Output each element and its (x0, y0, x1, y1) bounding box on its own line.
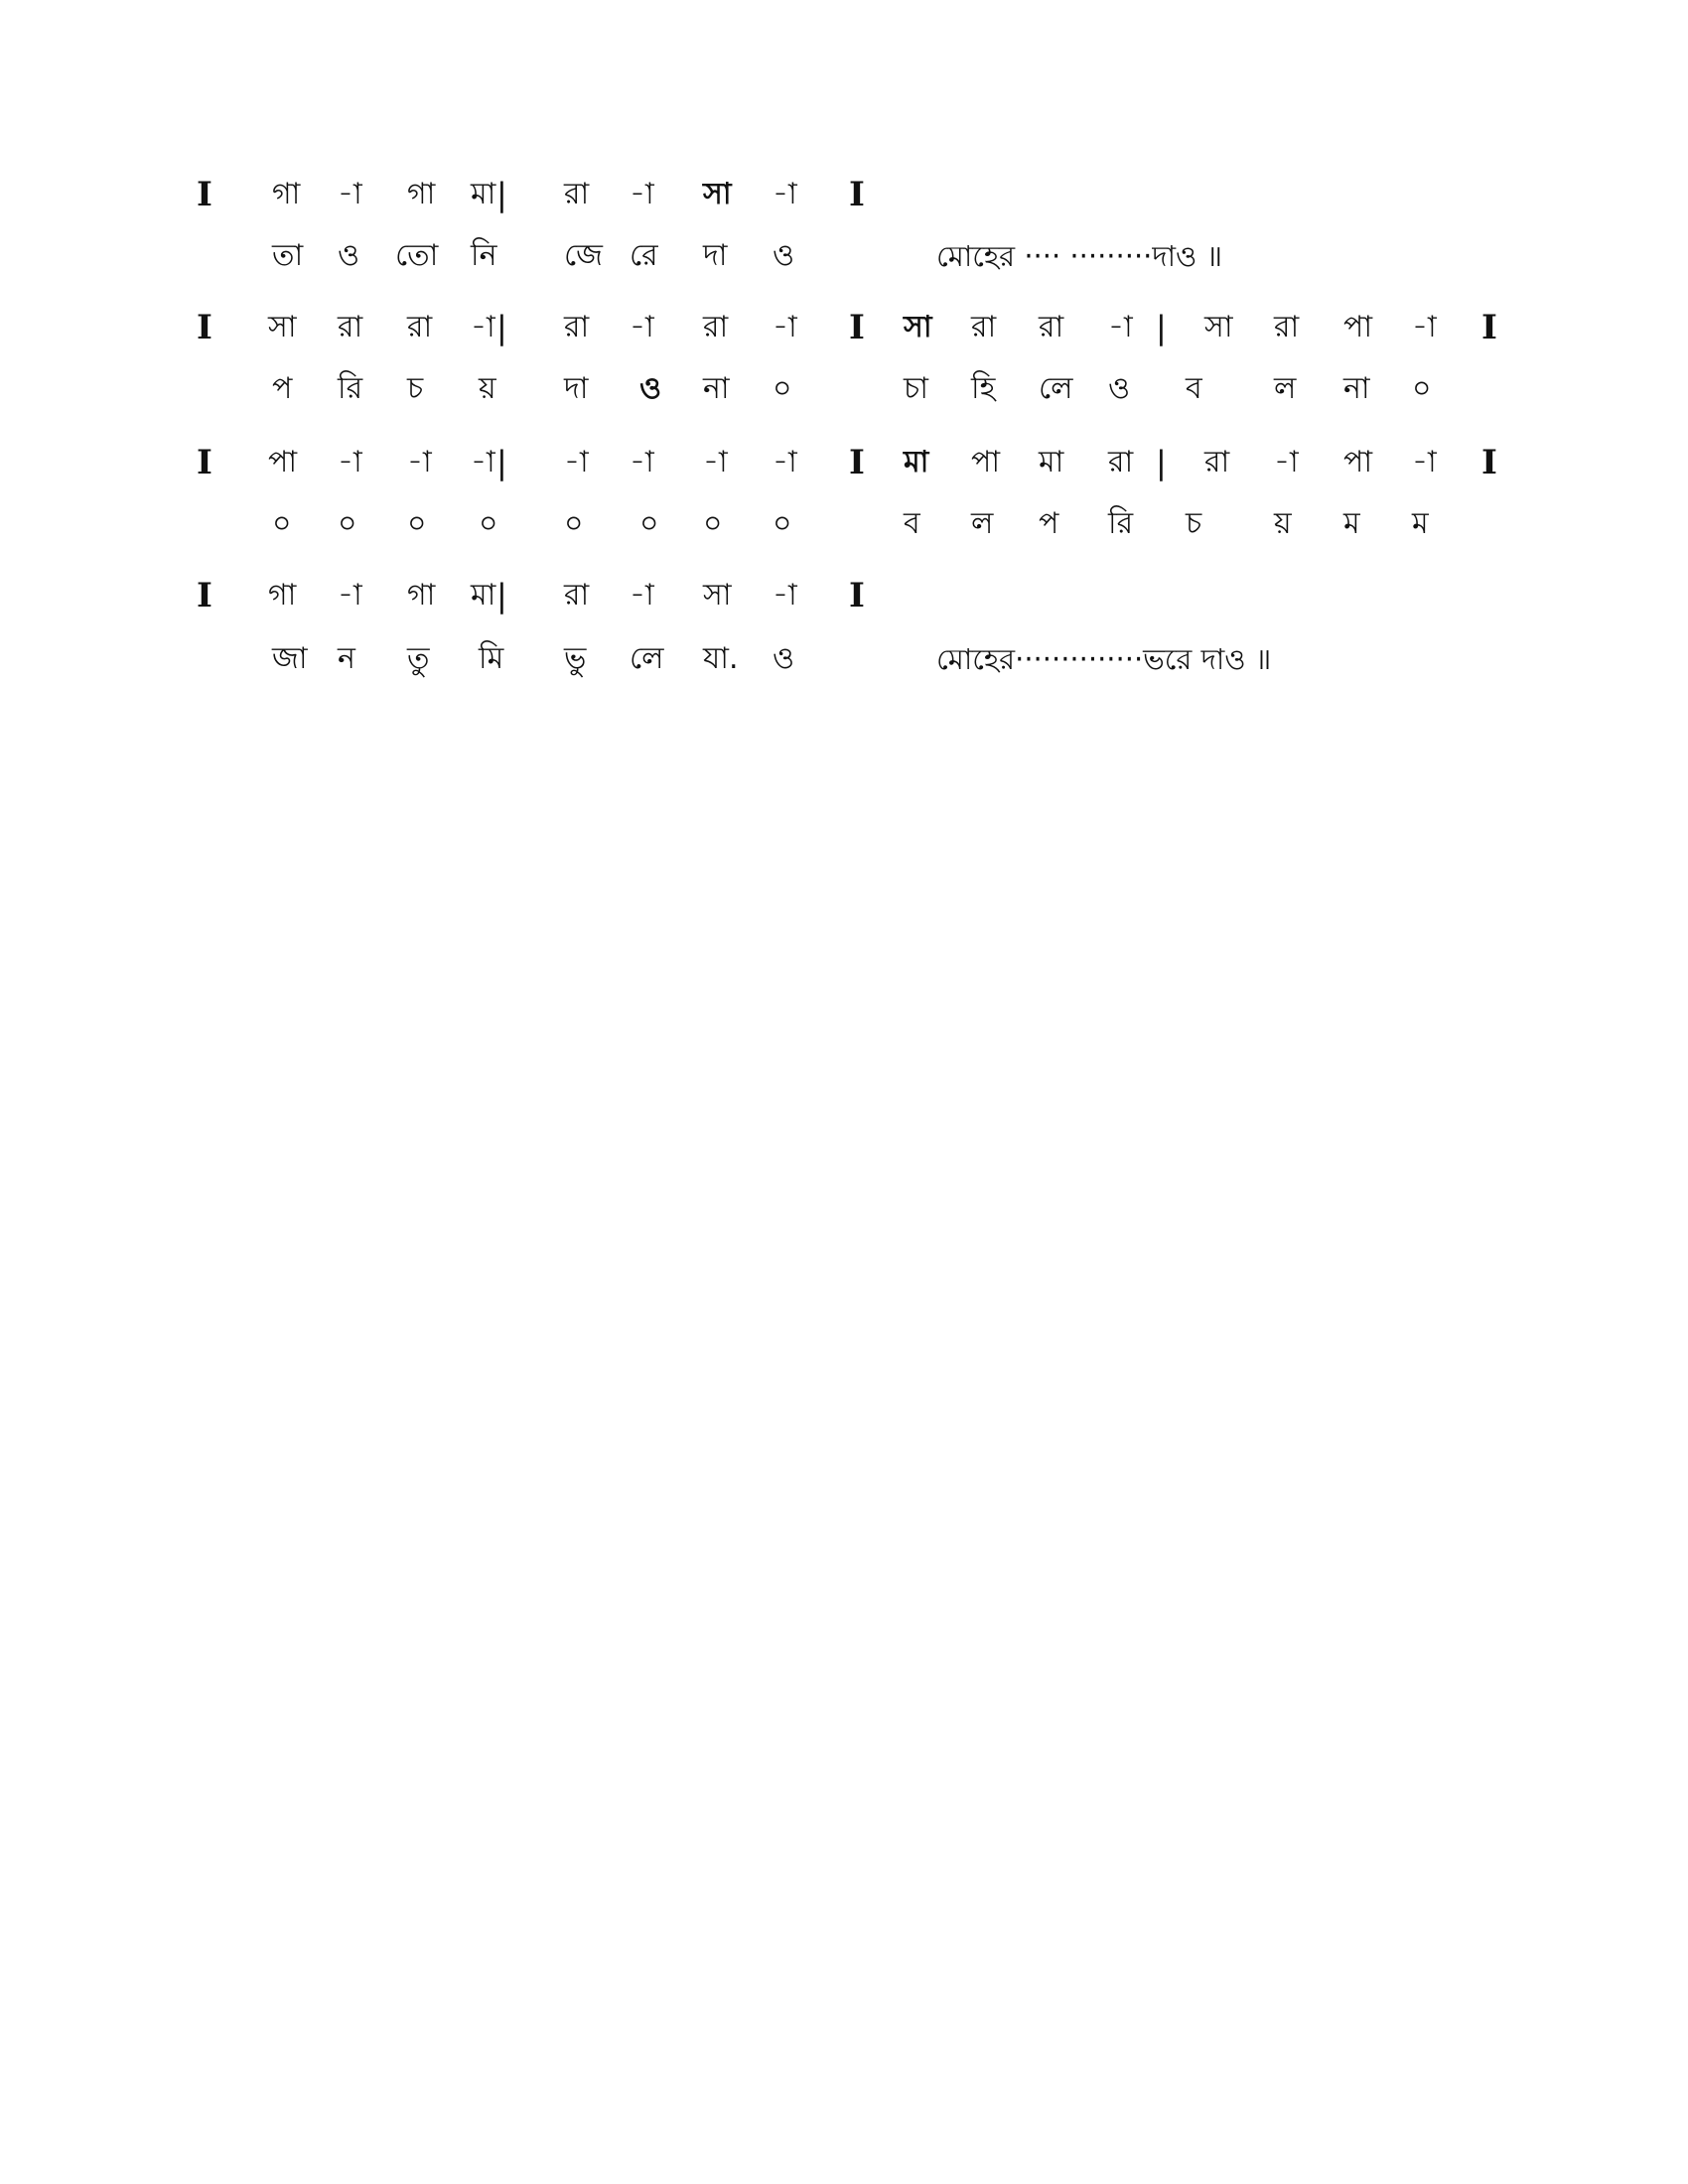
lyric-syllable: চ (1186, 506, 1202, 541)
swara-note: -া (338, 578, 362, 613)
lyric-syllable: ও (1108, 371, 1131, 406)
lyric-syllable: ০ (564, 506, 584, 541)
swara-note: পা (971, 445, 1001, 479)
lyric-syllable: ও (773, 238, 795, 273)
swara-note: মা (904, 445, 929, 479)
section-mark: I (197, 443, 212, 482)
lyric-syllable: চ (407, 371, 424, 406)
lyric-syllable: হি (971, 371, 996, 406)
lyric-syllable: ০ (272, 506, 292, 541)
lyric-syllable: ভু (564, 641, 587, 676)
lyric-line-3 (0, 504, 1688, 554)
swara-note: পা (268, 445, 298, 479)
lyric-syllable: রে (630, 238, 658, 273)
swara-note: রা (564, 310, 590, 344)
lyric-syllable: প (272, 371, 293, 406)
lyric-syllable: তা (272, 238, 304, 273)
lyric-syllable: রি (1108, 506, 1134, 541)
lyric-syllable: ০ (479, 506, 498, 541)
section-mark: I (197, 175, 212, 214)
lyric-syllable: ম (1412, 506, 1429, 541)
swara-note: মা (471, 578, 496, 613)
lyric-syllable: ও (773, 641, 795, 676)
swara-note: -া (338, 445, 362, 479)
section-mark: I (197, 576, 212, 615)
lyric-syllable: ও (338, 238, 360, 273)
lyric-syllable: জে (564, 238, 604, 273)
swara-line-4 (0, 576, 1688, 625)
swara-note: -া (773, 310, 797, 344)
section-mark: I (1481, 443, 1497, 482)
lyric-line-2 (0, 369, 1688, 419)
swara-line-2 (0, 308, 1688, 357)
swara-note: -া (773, 445, 797, 479)
lyric-syllable: দা (703, 238, 728, 273)
section-mark: I (849, 175, 865, 214)
swara-note: গা (268, 578, 297, 613)
lyric-syllable: ল (1274, 371, 1297, 406)
bar-line: | (496, 176, 507, 213)
lyric-syllable: ০ (773, 371, 792, 406)
lyric-syllable: ম (1343, 506, 1360, 541)
bar-line: | (496, 309, 507, 346)
swara-note: রা (1274, 310, 1300, 344)
swara-note: রা (971, 310, 997, 344)
swara-note: রা (338, 310, 363, 344)
swara-note: পা (1343, 310, 1373, 344)
lyric-syllable: য় (479, 371, 496, 406)
swara-note: -া (630, 445, 654, 479)
lyric-syllable: নি (471, 238, 497, 273)
lyric-syllable: না (1343, 371, 1370, 406)
swara-line-1 (0, 175, 1688, 224)
swara-note: সা (904, 310, 932, 344)
swara-note: -া (471, 445, 495, 479)
lyric-syllable: তু (407, 641, 430, 676)
swara-note: সা (268, 310, 297, 344)
lyric-syllable: লে (630, 641, 664, 676)
lyric-syllable: তো (395, 238, 439, 273)
swara-note: পা (1343, 445, 1373, 479)
swara-note: রা (703, 310, 729, 344)
lyric-syllable: ল (971, 506, 994, 541)
swara-note: -া (630, 177, 654, 211)
swara-note: রা (564, 177, 590, 211)
swara-note: -া (773, 578, 797, 613)
lyric-syllable: দা (564, 371, 589, 406)
lyric-syllable: ব (1186, 371, 1202, 406)
swara-note: রা (1108, 445, 1134, 479)
swara-line-3 (0, 443, 1688, 492)
lyric-syllable: ন (338, 641, 355, 676)
swara-note: রা (407, 310, 433, 344)
swara-note: -া (407, 445, 432, 479)
swara-note: সা (703, 578, 732, 613)
section-mark: I (849, 576, 865, 615)
swara-note: মা (471, 177, 496, 211)
lyric-syllable: ০ (1412, 371, 1432, 406)
lyric-syllable: ০ (338, 506, 357, 541)
swara-note: -া (630, 578, 654, 613)
lyric-syllable: ও (639, 371, 662, 406)
section-mark: I (1481, 308, 1497, 347)
lyric-syllable: যা. (703, 641, 739, 676)
swara-note: -া (338, 177, 362, 211)
section-mark: I (849, 443, 865, 482)
bar-line: | (496, 577, 507, 614)
swara-note: সা (703, 177, 732, 211)
lyric-syllable: ০ (639, 506, 659, 541)
lyric-syllable: চা (904, 371, 928, 406)
lyric-syllable: লে (1039, 371, 1073, 406)
swara-note: রা (1039, 310, 1064, 344)
lyric-syllable: ০ (703, 506, 723, 541)
lyric-syllable: য় (1274, 506, 1292, 541)
swara-note: -া (773, 177, 797, 211)
swara-note: গা (407, 578, 436, 613)
lyric-syllable: ০ (773, 506, 792, 541)
lyric-syllable: ব (904, 506, 920, 541)
lyric-syllable: রি (338, 371, 363, 406)
swara-note: গা (272, 177, 301, 211)
lyric-line-1 (0, 236, 1688, 286)
lyric-syllable: মি (479, 641, 504, 676)
bar-line: | (1156, 444, 1167, 481)
swara-note: -া (1274, 445, 1299, 479)
swara-note: -া (471, 310, 495, 344)
lyric-refrain: মোহের··············ভরে দাও ॥ (936, 642, 1272, 676)
swara-note: -া (1108, 310, 1133, 344)
swara-note: রা (1204, 445, 1230, 479)
swara-note: গা (407, 177, 436, 211)
swara-note: সা (1204, 310, 1233, 344)
swara-note: -া (564, 445, 589, 479)
swara-note: রা (564, 578, 590, 613)
lyric-line-4 (0, 639, 1688, 689)
swara-note: -া (703, 445, 728, 479)
swara-note: -া (630, 310, 654, 344)
swara-note: -া (1412, 445, 1437, 479)
lyric-syllable: প (1039, 506, 1059, 541)
section-mark: I (197, 308, 212, 347)
swara-note: মা (1039, 445, 1064, 479)
lyric-syllable: না (703, 371, 730, 406)
lyric-syllable: জা (272, 641, 308, 676)
bar-line: | (496, 444, 507, 481)
lyric-syllable: ০ (407, 506, 427, 541)
bar-line: | (1156, 309, 1167, 346)
swara-note: -া (1412, 310, 1437, 344)
section-mark: I (849, 308, 865, 347)
lyric-refrain: মোহের ···· ·········দাও ॥ (936, 239, 1223, 273)
